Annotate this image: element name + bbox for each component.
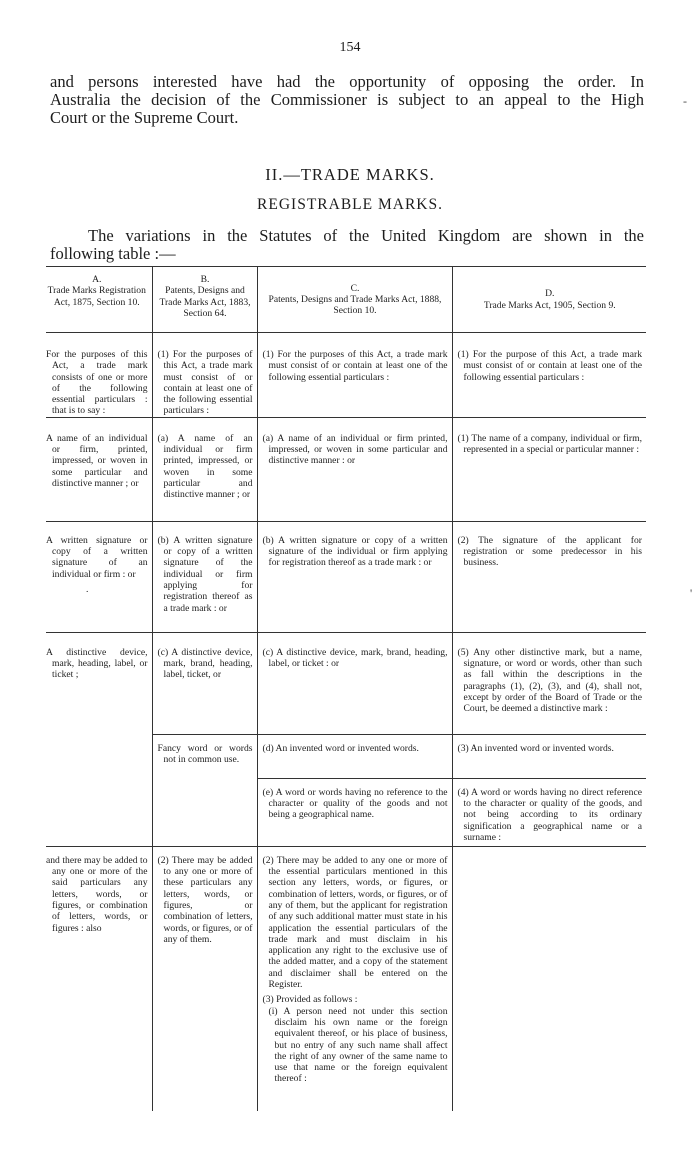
- cell-b: (a) A name of an individual or firm printed, impressed, or woven in some particular and distinctive manner ; or: [152, 417, 257, 521]
- table-row: [46, 846, 646, 1111]
- cell-c: (1) For the purposes of this Act, a trade mark must consist of or contain at least one of the following essential particulars :: [257, 333, 452, 418]
- sub-heading: REGISTRABLE MARKS.: [257, 196, 443, 213]
- column-letter: D.: [545, 288, 555, 300]
- margin-mark: -: [683, 94, 687, 108]
- intro-line: and persons interested have had the opportunity of opposing the order. In: [50, 72, 644, 91]
- cell-b: (c) A distinctive device, mark, brand, heading, label, ticket, or: [152, 632, 257, 734]
- column-title: Trade Marks Act, 1905, Section 9.: [483, 299, 616, 311]
- column-header: [46, 267, 152, 333]
- section-heading: II.—TRADE MARKS.: [265, 165, 435, 184]
- cell-d: [452, 846, 646, 1111]
- cell-a: For the purposes of this Act, a trade mark consists of one or more of the following essential particulars : that is to say :: [46, 349, 148, 417]
- column-letter: B.: [200, 274, 210, 285]
- cell-c: (2) There may be added to any one or more of the essential particulars mentioned in this section any letters, words, or figures, or combination of letters, words, or figures, or of any of them, but the applicant for registration of any such additional matter must state in his application the essential particulars of the trade mark and must disclaim in his application any right to the exclusive use of the added matter, and a copy of the statement and disclaimer shall be entered on the Register. (3) Provided as follows : (i) A person need not under this section disclaim his own name or the foreign equivalent thereof, or his place of business, but no entry of any such name shall affect the right of any owner of the same name to use that name or the foreign equivalent thereof :: [257, 846, 452, 1111]
- table-intro: [50, 227, 644, 263]
- cell-a: and there may be added to any one or more of the said particulars any letters, words, or figures, or combination of letters, words, or figures : also: [46, 846, 152, 1111]
- column-title: Patents, Designs and Trade Marks Act, 1888, Section 10.: [268, 293, 442, 317]
- intro-paragraph: [50, 73, 644, 127]
- table-row: [46, 333, 646, 418]
- column-letter: C.: [350, 282, 360, 294]
- intro-line: Australia the decision of the Commissioner is subject to an appeal to the High: [50, 90, 644, 109]
- cell-c: (d) An invented word or invented words.: [257, 734, 452, 778]
- cell-c: (b) A written signature or copy of a written signature of the individual or firm applying for registration thereof as a trade mark : or: [257, 521, 452, 632]
- table-row: [46, 778, 646, 846]
- table-intro-line: following table :—: [50, 244, 176, 263]
- cell-d: (1) For the purpose of this Act, a trade mark must consist of or contain at least one of the following essential particulars :: [452, 333, 646, 418]
- cell-d: (5) Any other distinctive mark, but a name, signature, or word or words, other than such as fall within the descriptions in the paragraphs (1), (2), (3), and (4), shall not, except by order of the Board of Trade or the Court, be deemed a distinctive mark :: [452, 632, 646, 734]
- page-number: 154: [339, 40, 361, 55]
- table-row: [46, 521, 646, 632]
- table-row: [46, 417, 646, 521]
- cell-a: A written signature or copy of a written signature of an individual or firm : or .: [46, 521, 152, 632]
- cell-c: (e) A word or words having no reference to the character or quality of the goods and not being a geographical name.: [257, 778, 452, 846]
- cell-b: (2) There may be added to any one or more of these particulars any letters, words, or figures, or combination of letters, words, or figures, or of any of them.: [152, 846, 257, 1111]
- cell-b: (1) For the purposes of this Act, a trade mark must consist of or contain at least one of the following essential particulars :: [152, 333, 257, 418]
- cell-d: (4) A word or words having no direct reference to the character or quality of the goods, and not being according to its ordinary signification a geographical name or a surname :: [452, 778, 646, 846]
- cell-b: (b) A written signature or copy of a written signature of the individual or firm applying for registration thereof as a trade mark : or: [152, 521, 257, 632]
- cell-a: [46, 778, 152, 846]
- table-header-row: [46, 267, 646, 333]
- cell-a: [46, 734, 152, 778]
- table-row: [46, 632, 646, 734]
- table-intro-line: The variations in the Statutes of the United Kingdom are shown in the: [88, 226, 644, 245]
- cell-c: (c) A distinctive device, mark, brand, heading, label, or ticket : or: [257, 632, 452, 734]
- margin-mark: ': [690, 586, 693, 600]
- column-header: [257, 267, 452, 333]
- column-title: Trade Marks Registration Act, 1875, Section 10.: [47, 285, 146, 308]
- cell-c: (a) A name of an individual or firm printed, impressed, or woven in some particular and distinctive manner : or: [257, 417, 452, 521]
- statutes-table: [46, 266, 646, 1111]
- cell-d: (2) The signature of the applicant for registration or some predecessor in his business.: [452, 521, 646, 632]
- cell-a: A distinctive device, mark, heading, label, or ticket ;: [46, 632, 152, 734]
- cell-b: [152, 778, 257, 846]
- column-header: [152, 267, 257, 333]
- cell-d: (3) An invented word or invented words.: [452, 734, 646, 778]
- cell-a: A name of an individual or firm, printed, impressed, or woven in some particular and distinctive manner ; or: [46, 417, 152, 521]
- intro-line: Court or the Supreme Court.: [50, 108, 239, 127]
- table-row: [46, 734, 646, 778]
- column-title: Patents, Designs and Trade Marks Act, 1883, Section 64.: [159, 285, 251, 319]
- cell-d: (1) The name of a company, individual or firm, represented in a special or particular manner :: [452, 417, 646, 521]
- column-header: [452, 267, 646, 333]
- column-letter: A.: [92, 274, 102, 285]
- cell-b: Fancy word or words not in common use.: [152, 734, 257, 778]
